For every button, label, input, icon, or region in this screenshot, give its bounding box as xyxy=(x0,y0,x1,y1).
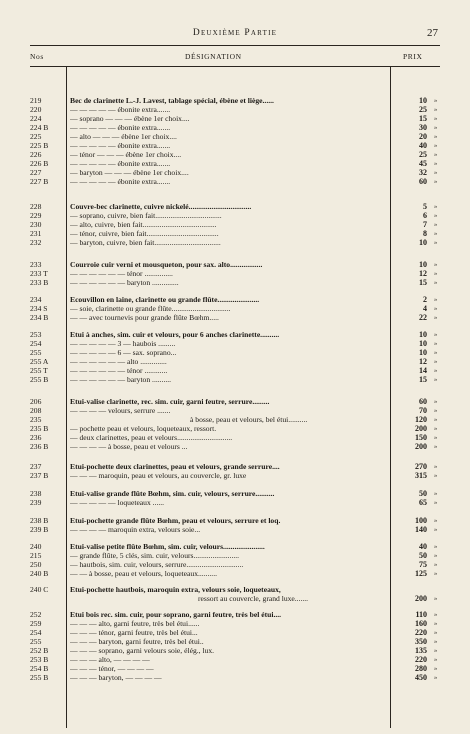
price-ditto-mark: » xyxy=(434,526,438,533)
list-item xyxy=(0,278,470,288)
item-designation: Etui bois rec. sim. cuir, pour soprano, garni feutre, très bel étui.... xyxy=(70,610,282,619)
price-ditto-mark: » xyxy=(434,647,438,654)
item-number: 220 xyxy=(30,105,42,114)
price-ditto-mark: » xyxy=(434,552,438,559)
price-ditto-mark: » xyxy=(434,151,438,158)
item-designation: Couvre-bec clarinette, cuivre nickelé................................. xyxy=(70,202,252,211)
price-ditto-mark: » xyxy=(434,270,438,277)
price-ditto-mark: » xyxy=(434,665,438,672)
item-number: 240 B xyxy=(30,569,49,578)
price-ditto-mark: » xyxy=(434,296,438,303)
column-header-price: PRIX xyxy=(403,52,423,61)
item-designation: Bec de clarinette L.-J. Lavest, tablage spécial, ébène et liège...... xyxy=(70,96,274,105)
item-designation: — — — — — — baryton .......... xyxy=(70,375,172,384)
price-ditto-mark: » xyxy=(434,620,438,627)
item-price: 6 xyxy=(423,211,427,220)
item-number: 254 xyxy=(30,339,42,348)
item-price: 65 xyxy=(419,498,427,507)
item-price: 150 xyxy=(415,433,427,442)
item-number: 206 xyxy=(30,397,42,406)
item-number: 237 xyxy=(30,462,42,471)
item-number: 227 xyxy=(30,168,42,177)
item-designation: — — — — — ébonite extra....... xyxy=(70,141,171,150)
item-number: 224 B xyxy=(30,123,49,132)
column-header-number: Nos xyxy=(30,52,44,61)
item-designation: à bosse, peau et velours, bel étui.......... xyxy=(190,415,308,424)
item-number: 235 B xyxy=(30,424,49,433)
top-rule xyxy=(30,45,440,46)
item-number: 254 B xyxy=(30,664,49,673)
item-price: 220 xyxy=(415,628,427,637)
price-ditto-mark: » xyxy=(434,124,438,131)
item-price: 12 xyxy=(419,357,427,366)
price-ditto-mark: » xyxy=(434,169,438,176)
item-designation: — — — — — ébonite extra....... xyxy=(70,123,171,132)
item-number: 259 xyxy=(30,619,42,628)
item-number: 238 xyxy=(30,489,42,498)
item-price: 15 xyxy=(419,114,427,123)
price-ditto-mark: » xyxy=(434,416,438,423)
item-price: 25 xyxy=(419,105,427,114)
price-ditto-mark: » xyxy=(434,115,438,122)
item-designation: — — — — — loqueteaux ...... xyxy=(70,498,165,507)
item-price: 125 xyxy=(415,569,427,578)
item-price: 50 xyxy=(419,489,427,498)
item-designation: — — — — — — ténor ............... xyxy=(70,269,173,278)
item-number: 236 B xyxy=(30,442,49,451)
item-price: 12 xyxy=(419,269,427,278)
item-designation: — — — ténor, garni feutre, très bel étui... xyxy=(70,628,198,637)
item-number: 232 xyxy=(30,238,42,247)
column-header-designation: DÉSIGNATION xyxy=(185,52,242,61)
item-designation: — soie, clarinette ou grande flûte............................... xyxy=(70,304,231,313)
item-number: 234 xyxy=(30,295,42,304)
item-designation: Etui à anches, sim. cuir et velours, pour 6 anches clarinette.......... xyxy=(70,330,280,339)
item-number: 240 xyxy=(30,542,42,551)
list-item xyxy=(0,471,470,481)
item-number: 225 B xyxy=(30,141,49,150)
item-price: 75 xyxy=(419,560,427,569)
item-designation: — alto, cuivre, bien fait....................................... xyxy=(70,220,217,229)
price-ditto-mark: » xyxy=(434,314,438,321)
item-price: 40 xyxy=(419,542,427,551)
item-designation: — soprano, cuivre, bien fait................................... xyxy=(70,211,222,220)
item-number: 255 B xyxy=(30,673,49,682)
item-designation: — — — — — — baryton .............. xyxy=(70,278,179,287)
item-number: 255 A xyxy=(30,357,49,366)
price-ditto-mark: » xyxy=(434,398,438,405)
item-designation: — — — — velours, serrure ....... xyxy=(70,406,171,415)
item-price: 270 xyxy=(415,462,427,471)
item-designation: — pochette peau et velours, loqueteaux, ressort. xyxy=(70,424,217,433)
item-price: 200 xyxy=(415,424,427,433)
item-number: 250 xyxy=(30,560,42,569)
item-number: 255 xyxy=(30,348,42,357)
item-price: 10 xyxy=(419,348,427,357)
item-designation: — — — soprano, garni velours soie, élég., lux. xyxy=(70,646,215,655)
item-designation: Etui-valise clarinette, rec. sim. cuir, garni feutre, serrure......... xyxy=(70,397,270,406)
price-ditto-mark: » xyxy=(434,106,438,113)
header-rule xyxy=(30,66,440,67)
price-ditto-mark: » xyxy=(434,674,438,681)
item-designation: — — — maroquin, peau et velours, au couvercle, gr. luxe xyxy=(70,471,247,480)
item-number: 224 xyxy=(30,114,42,123)
price-ditto-mark: » xyxy=(434,367,438,374)
price-ditto-mark: » xyxy=(434,239,438,246)
price-ditto-mark: » xyxy=(434,133,438,140)
item-designation: — — — — — — ténor ............ xyxy=(70,366,168,375)
item-designation: — — — — — 3 — haubois ......... xyxy=(70,339,176,348)
list-item xyxy=(0,673,470,683)
price-ditto-mark: » xyxy=(434,629,438,636)
price-ditto-mark: » xyxy=(434,261,438,268)
item-number: 227 B xyxy=(30,177,49,186)
price-ditto-mark: » xyxy=(434,543,438,550)
item-price: 25 xyxy=(419,150,427,159)
item-number: 240 C xyxy=(30,585,49,594)
item-number: 234 S xyxy=(30,304,48,313)
item-price: 10 xyxy=(419,260,427,269)
item-price: 70 xyxy=(419,406,427,415)
price-ditto-mark: » xyxy=(434,656,438,663)
item-number: 225 xyxy=(30,132,42,141)
item-designation: — — avec tournevis pour grande flûte Bœhm..... xyxy=(70,313,219,322)
list-item xyxy=(0,498,470,508)
price-ditto-mark: » xyxy=(434,230,438,237)
price-ditto-mark: » xyxy=(434,349,438,356)
item-price: 15 xyxy=(419,278,427,287)
item-number: 226 xyxy=(30,150,42,159)
item-designation: Etui-valise grande flûte Bœhm, sim. cuir, velours, serrure.......... xyxy=(70,489,275,498)
item-price: 60 xyxy=(419,397,427,406)
price-ditto-mark: » xyxy=(434,434,438,441)
item-number: 235 xyxy=(30,415,42,424)
item-number: 255 T xyxy=(30,366,48,375)
list-item xyxy=(0,525,470,535)
item-designation: ressort au couvercle, grand luxe....... xyxy=(198,594,309,603)
item-number: 253 B xyxy=(30,655,49,664)
item-designation: — — — ténor, — — — — xyxy=(70,664,154,673)
price-ditto-mark: » xyxy=(434,499,438,506)
item-price: 110 xyxy=(415,610,427,619)
item-price: 160 xyxy=(415,619,427,628)
item-designation: — ténor — — — ébène 1er choix.... xyxy=(70,150,182,159)
item-designation: Etui-valise petite flûte Bœhm, sim. cuir, velours...................... xyxy=(70,542,265,551)
price-ditto-mark: » xyxy=(434,463,438,470)
price-ditto-mark: » xyxy=(434,472,438,479)
item-price: 7 xyxy=(423,220,427,229)
item-designation: — — — — maroquin extra, velours soie... xyxy=(70,525,201,534)
item-number: 254 xyxy=(30,628,42,637)
price-ditto-mark: » xyxy=(434,561,438,568)
item-price: 280 xyxy=(415,664,427,673)
item-price: 10 xyxy=(419,330,427,339)
item-price: 50 xyxy=(419,551,427,560)
item-number: 255 xyxy=(30,637,42,646)
price-ditto-mark: » xyxy=(434,212,438,219)
item-price: 10 xyxy=(419,339,427,348)
page-header xyxy=(0,28,470,42)
item-number: 255 B xyxy=(30,375,49,384)
item-price: 5 xyxy=(423,202,427,211)
item-number: 208 xyxy=(30,406,42,415)
item-price: 135 xyxy=(415,646,427,655)
price-ditto-mark: » xyxy=(434,160,438,167)
item-number: 219 xyxy=(30,96,42,105)
price-ditto-mark: » xyxy=(434,203,438,210)
item-price: 10 xyxy=(419,96,427,105)
item-price: 2 xyxy=(423,295,427,304)
item-designation: — alto — — — ébène 1er choix.... xyxy=(70,132,177,141)
item-designation: — hautbois, sim. cuir, velours, serrure.............................. xyxy=(70,560,244,569)
item-designation: Etui-pochette hautbois, maroquin extra, velours soie, loqueteaux, xyxy=(70,585,281,594)
item-price: 22 xyxy=(419,313,427,322)
item-designation: — — — alto, — — — — xyxy=(70,655,150,664)
price-ditto-mark: » xyxy=(434,425,438,432)
price-ditto-mark: » xyxy=(434,305,438,312)
item-designation: — — — — — — alto .............. xyxy=(70,357,167,366)
item-number: 231 xyxy=(30,229,42,238)
item-designation: — — à bosse, peau et velours, loqueteaux.......... xyxy=(70,569,217,578)
item-designation: — — — — — ébonite extra....... xyxy=(70,177,171,186)
item-designation: Ecouvillon en laine, clarinette ou grande flûte...................... xyxy=(70,295,260,304)
price-ditto-mark: » xyxy=(434,595,438,602)
item-number: 229 xyxy=(30,211,42,220)
item-price: 4 xyxy=(423,304,427,313)
item-designation: — baryton, cuivre, bien fait................................... xyxy=(70,238,221,247)
item-number: 233 B xyxy=(30,278,49,287)
item-price: 100 xyxy=(415,516,427,525)
item-price: 30 xyxy=(419,123,427,132)
list-item xyxy=(0,177,470,187)
item-price: 350 xyxy=(415,637,427,646)
item-designation: — soprano — — — ébène 1er choix.... xyxy=(70,114,190,123)
item-number: 233 T xyxy=(30,269,48,278)
price-ditto-mark: » xyxy=(434,407,438,414)
item-number: 239 B xyxy=(30,525,49,534)
item-number: 252 B xyxy=(30,646,49,655)
item-price: 220 xyxy=(415,655,427,664)
item-designation: — grande flûte, 5 clés, sim. cuir, velours........................ xyxy=(70,551,240,560)
item-price: 200 xyxy=(415,442,427,451)
item-designation: — — — baryton, — — — — xyxy=(70,673,162,682)
price-ditto-mark: » xyxy=(434,443,438,450)
item-price: 315 xyxy=(415,471,427,480)
list-item xyxy=(0,313,470,323)
price-ditto-mark: » xyxy=(434,570,438,577)
price-ditto-mark: » xyxy=(434,358,438,365)
item-number: 239 xyxy=(30,498,42,507)
item-price: 140 xyxy=(415,525,427,534)
item-number: 237 B xyxy=(30,471,49,480)
list-item xyxy=(0,375,470,385)
item-price: 14 xyxy=(419,366,427,375)
price-ditto-mark: » xyxy=(434,142,438,149)
price-ditto-mark: » xyxy=(434,638,438,645)
item-number: 236 xyxy=(30,433,42,442)
item-designation: — — — alto, garni feutre, très bel étui...... xyxy=(70,619,200,628)
price-ditto-mark: » xyxy=(434,517,438,524)
item-number: 253 xyxy=(30,330,42,339)
item-number: 230 xyxy=(30,220,42,229)
item-designation: — — — — à bosse, peau et velours ... xyxy=(70,442,188,451)
item-designation: — ténor, cuivre, bien fait...................................... xyxy=(70,229,219,238)
item-number: 228 xyxy=(30,202,42,211)
item-price: 200 xyxy=(415,594,427,603)
item-price: 20 xyxy=(419,132,427,141)
item-designation: — baryton — — — ébène 1er choix.... xyxy=(70,168,189,177)
item-price: 32 xyxy=(419,168,427,177)
price-ditto-mark: » xyxy=(434,376,438,383)
item-price: 40 xyxy=(419,141,427,150)
price-ditto-mark: » xyxy=(434,611,438,618)
price-ditto-mark: » xyxy=(434,178,438,185)
list-item xyxy=(0,442,470,452)
price-ditto-mark: » xyxy=(434,490,438,497)
item-number: 252 xyxy=(30,610,42,619)
item-designation: — — — — — ébonite extra....... xyxy=(70,159,171,168)
list-item xyxy=(0,594,470,604)
item-price: 45 xyxy=(419,159,427,168)
item-price: 450 xyxy=(415,673,427,682)
item-number: 238 B xyxy=(30,516,49,525)
item-designation: — — — — — 6 — sax. soprano... xyxy=(70,348,177,357)
page-number: 27 xyxy=(427,27,438,39)
item-designation: — deux clarinettes, peau et velours............................. xyxy=(70,433,233,442)
price-ditto-mark: » xyxy=(434,331,438,338)
item-number: 233 xyxy=(30,260,42,269)
item-number: 234 B xyxy=(30,313,49,322)
running-title: Deuxième Partie xyxy=(192,28,278,38)
price-ditto-mark: » xyxy=(434,221,438,228)
list-item xyxy=(0,238,470,248)
item-price: 120 xyxy=(415,415,427,424)
item-designation: — — — baryton, garni feutre, très bel étui.. xyxy=(70,637,204,646)
item-price: 60 xyxy=(419,177,427,186)
price-ditto-mark: » xyxy=(434,340,438,347)
item-designation: Etui-pochette deux clarinettes, peau et velours, grande serrure.... xyxy=(70,462,280,471)
item-designation: Etui-pochette grande flûte Bœhm, peau et velours, serrure et loq. xyxy=(70,516,281,525)
list-item xyxy=(0,569,470,579)
item-designation: — — — — — ébonite extra....... xyxy=(70,105,171,114)
item-price: 10 xyxy=(419,238,427,247)
item-designation: Courroie cuir verni et mousqueton, pour sax. alto................. xyxy=(70,260,263,269)
item-number: 226 B xyxy=(30,159,49,168)
item-number: 215 xyxy=(30,551,42,560)
item-price: 8 xyxy=(423,229,427,238)
item-price: 15 xyxy=(419,375,427,384)
price-ditto-mark: » xyxy=(434,97,438,104)
price-ditto-mark: » xyxy=(434,279,438,286)
